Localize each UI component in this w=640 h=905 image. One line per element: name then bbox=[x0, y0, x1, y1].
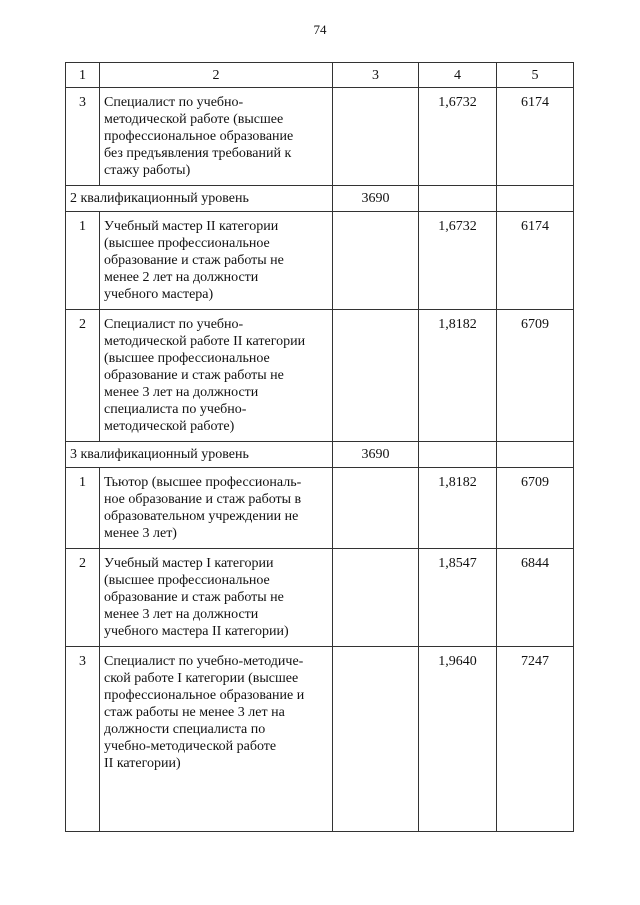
position-description bbox=[100, 468, 333, 549]
description-line: Специалист по учебно-методиче- bbox=[104, 654, 304, 669]
coefficient: 1,8182 bbox=[419, 468, 497, 549]
salary: 6709 bbox=[497, 468, 574, 549]
description-line: стажу работы) bbox=[104, 163, 191, 178]
header-cell: 5 bbox=[497, 63, 574, 88]
level-title: 2 квалификационный уровень bbox=[66, 186, 333, 212]
description-line: методической работе) bbox=[104, 419, 235, 434]
salary: 6174 bbox=[497, 88, 574, 186]
empty-cell bbox=[333, 212, 419, 310]
description-line: методической работе II категории bbox=[104, 334, 306, 349]
description-line: специалиста по учебно- bbox=[104, 402, 247, 417]
empty-cell bbox=[419, 186, 497, 212]
base-salary: 3690 bbox=[333, 442, 419, 468]
empty-cell bbox=[333, 88, 419, 186]
coefficient: 1,9640 bbox=[419, 647, 497, 832]
description-line: менее 3 лет на должности bbox=[104, 385, 259, 400]
description-line: образование и стаж работы не bbox=[104, 368, 284, 383]
empty-cell bbox=[333, 310, 419, 442]
description-line: (высшее профессиональное bbox=[104, 573, 270, 588]
description-line: II категории) bbox=[104, 756, 181, 771]
table-row bbox=[66, 88, 574, 186]
description-line: без предъявления требований к bbox=[104, 146, 292, 161]
description-line: учебного мастера) bbox=[104, 287, 214, 302]
description-line: менее 3 лет) bbox=[104, 526, 177, 541]
empty-cell bbox=[497, 442, 574, 468]
level-row bbox=[66, 186, 574, 212]
row-number: 1 bbox=[66, 468, 100, 549]
position-description bbox=[100, 549, 333, 647]
description-line: (высшее профессиональное bbox=[104, 351, 270, 366]
base-salary: 3690 bbox=[333, 186, 419, 212]
position-description bbox=[100, 310, 333, 442]
description-line: методической работе (высшее bbox=[104, 112, 284, 127]
position-description bbox=[100, 647, 333, 832]
description-line: учебного мастера II категории) bbox=[104, 624, 289, 639]
description-line: образование и стаж работы не bbox=[104, 590, 284, 605]
description-line: (высшее профессиональное bbox=[104, 236, 270, 251]
description-line: должности специалиста по bbox=[104, 722, 266, 737]
row-number: 1 bbox=[66, 212, 100, 310]
empty-cell bbox=[333, 468, 419, 549]
table-row bbox=[66, 549, 574, 647]
description-line: Специалист по учебно- bbox=[104, 95, 244, 110]
table-row bbox=[66, 212, 574, 310]
salary: 6844 bbox=[497, 549, 574, 647]
description-line: менее 2 лет на должности bbox=[104, 270, 259, 285]
description-line: ное образование и стаж работы в bbox=[104, 492, 302, 507]
header-cell: 4 bbox=[419, 63, 497, 88]
table-row bbox=[66, 310, 574, 442]
description-line: стаж работы не менее 3 лет на bbox=[104, 705, 285, 720]
description-line: профессиональное образование bbox=[104, 129, 294, 144]
description-line: Учебный мастер II категории bbox=[104, 219, 279, 234]
salary: 6174 bbox=[497, 212, 574, 310]
row-number: 3 bbox=[66, 647, 100, 832]
row-number: 3 bbox=[66, 88, 100, 186]
description-line: Специалист по учебно- bbox=[104, 317, 244, 332]
description-line: менее 3 лет на должности bbox=[104, 607, 259, 622]
position-description bbox=[100, 212, 333, 310]
description-line: образование и стаж работы не bbox=[104, 253, 284, 268]
salary: 7247 bbox=[497, 647, 574, 832]
table-row bbox=[66, 468, 574, 549]
header-cell: 3 bbox=[333, 63, 419, 88]
qualification-table bbox=[65, 62, 574, 832]
level-title: 3 квалификационный уровень bbox=[66, 442, 333, 468]
coefficient: 1,8547 bbox=[419, 549, 497, 647]
salary: 6709 bbox=[497, 310, 574, 442]
page-number: 74 bbox=[313, 22, 327, 37]
row-number: 2 bbox=[66, 310, 100, 442]
coefficient: 1,6732 bbox=[419, 88, 497, 186]
description-line: учебно-методической работе bbox=[104, 739, 277, 754]
table-header-row bbox=[66, 63, 574, 88]
empty-cell bbox=[497, 186, 574, 212]
coefficient: 1,8182 bbox=[419, 310, 497, 442]
level-row bbox=[66, 442, 574, 468]
table-row bbox=[66, 647, 574, 832]
description-line: образовательном учреждении не bbox=[104, 509, 299, 524]
position-description bbox=[100, 88, 333, 186]
description-line: ской работе I категории (высшее bbox=[104, 671, 299, 686]
empty-cell bbox=[333, 647, 419, 832]
empty-cell bbox=[333, 549, 419, 647]
header-cell: 1 bbox=[66, 63, 100, 88]
row-number: 2 bbox=[66, 549, 100, 647]
description-line: профессиональное образование и bbox=[104, 688, 305, 703]
coefficient: 1,6732 bbox=[419, 212, 497, 310]
empty-cell bbox=[419, 442, 497, 468]
description-line: Учебный мастер I категории bbox=[104, 556, 274, 571]
header-cell: 2 bbox=[100, 63, 333, 88]
description-line: Тьютор (высшее профессиональ- bbox=[104, 475, 302, 490]
